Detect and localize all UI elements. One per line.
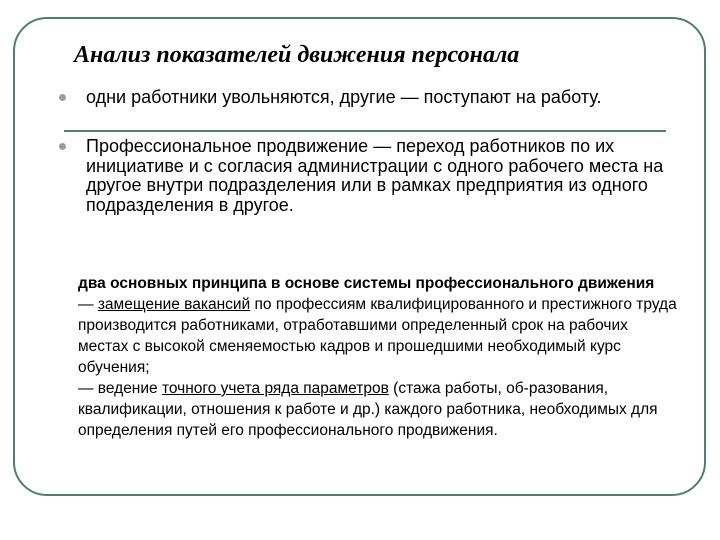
bullet-text: одни работники увольняются, другие — поступают на работу. bbox=[86, 87, 602, 107]
divider bbox=[64, 130, 666, 132]
principle-2-term: точного учета ряда параметров bbox=[161, 380, 389, 397]
bullet-text: Профессиональное продвижение — переход работников по их инициативе и с согласия администрации с одного рабочего места на другое внутри подразделения или в рамках предприятия из одного подразделения в другое. bbox=[86, 136, 664, 215]
bullet-dot-icon bbox=[59, 143, 66, 150]
body-paragraph bbox=[78, 273, 678, 441]
principle-1-prefix: — bbox=[78, 296, 98, 313]
bullet-item bbox=[86, 88, 666, 108]
principle-2 bbox=[78, 378, 678, 441]
principle-2-prefix: — ведение bbox=[78, 380, 162, 397]
principle-2-text: (стажа работы, об-разования, квалификации, отношения к работе и др.) каждого работника, необходимых для определения путей его профессионального продвижения. bbox=[78, 380, 658, 439]
bullet-item bbox=[86, 137, 666, 215]
body-lead: два основных принципа в основе системы профессионального движения bbox=[78, 275, 655, 292]
principle-1 bbox=[78, 294, 678, 378]
principle-1-text: по профессиям квалифицированного и престижного труда производится работниками, отработавшими определенный срок на рабочих местах с высокой сменяемостью кадров и прошедшими необходимый курс обучения; bbox=[78, 296, 677, 376]
principle-1-term: замещение вакансий bbox=[97, 296, 251, 313]
slide-title: Анализ показателей движения персонала bbox=[74, 42, 520, 68]
bullet-dot-icon bbox=[59, 94, 66, 101]
